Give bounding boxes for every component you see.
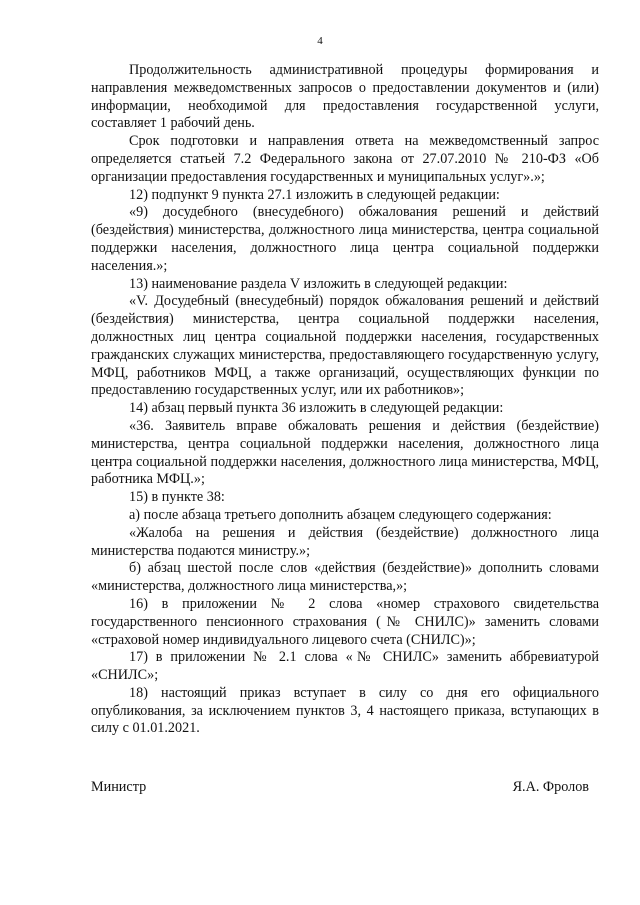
paragraph: «36. Заявитель вправе обжаловать решения и действия (бездействие) министерства, центра социальной поддержки населения, должностного лица центра социальной поддержки населения, должностного лица министерства, МФЦ, работника МФЦ.»;	[91, 417, 599, 488]
paragraph: Срок подготовки и направления ответа на межведомственный запрос определяется статьей 7.2 Федерального закона от 27.07.2010 № 210-ФЗ «Об организации предоставления государственных и муниципальных услуг».»;	[91, 133, 599, 185]
signatory-position: Министр	[91, 779, 147, 795]
paragraph: 13) наименование раздела V изложить в следующей редакции:	[129, 275, 508, 292]
document-body	[91, 62, 599, 738]
page-number: 4	[317, 35, 323, 47]
paragraph: 17) в приложении № 2.1 слова «№ СНИЛС» заменить аббревиатурой «СНИЛС»;	[91, 649, 599, 684]
paragraph: 16) в приложении № 2 слова «номер страхового свидетельства государственного пенсионного страхования (№ СНИЛС)» заменить словами «страховой номер индивидуального лицевого счета (СНИЛС)»;	[91, 595, 599, 648]
paragraph: Продолжительность административной процедуры формирования и направления межведомственных запросов о предоставлении документов и (или) информации, необходимой для предоставления государственной услуги, составляет 1 рабочий день.	[91, 62, 599, 132]
paragraph: «V. Досудебный (внесудебный) порядок обжалования решений и действий (бездействия) министерства, центра социальной поддержки населения, должностных лиц центра социальной поддержки населения, государственных гражданских служащих министерства, предоставляющего государственную услугу, МФЦ, работников МФЦ, а также организаций, осуществляющих функции по предоставлению государственных услуг, или их работников»;	[91, 293, 599, 399]
paragraph: 15) в пункте 38:	[129, 489, 225, 506]
paragraph: 12) подпункт 9 пункта 27.1 изложить в следующей редакции:	[129, 186, 500, 203]
signatory-name: Я.А. Фролов	[512, 779, 589, 795]
paragraph: «Жалоба на решения и действия (бездействие) должностного лица министерства подаются министру.»;	[91, 524, 599, 559]
signature-block	[91, 778, 589, 796]
paragraph: 14) абзац первый пункта 36 изложить в следующей редакции:	[129, 400, 504, 417]
paragraph: «9) досудебного (внесудебного) обжалования решений и действий (бездействия) министерства, должностного лица министерства, центра социальной поддержки населения, должностного лица центра социальной поддержки населения.»;	[91, 204, 599, 274]
paragraph: а) после абзаца третьего дополнить абзацем следующего содержания:	[129, 506, 552, 523]
paragraph: 18) настоящий приказ вступает в силу со дня его официального опубликования, за исключением пунктов 3, 4 настоящего приказа, вступающих в силу с 01.01.2021.	[91, 684, 599, 737]
paragraph: б) абзац шестой после слов «действия (бездействие)» дополнить словами «министерства, должностного лица министерства,»;	[91, 560, 599, 595]
